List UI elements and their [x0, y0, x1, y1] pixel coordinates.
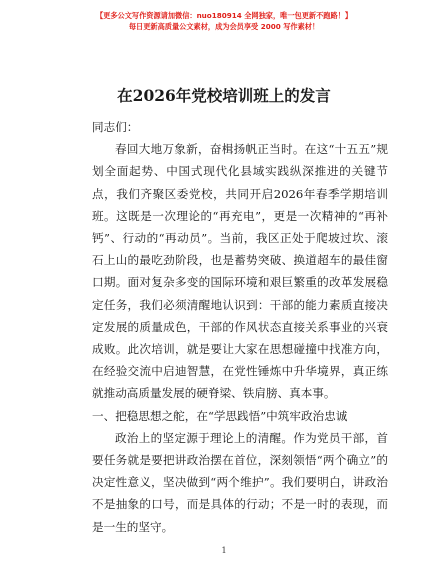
body-paragraph-intro: 春回大地万象新，奋楫扬帆正当时。在这“十五五”规划全面起势、中国式现代化县域实践纵深推进的关键节点，我们齐聚区委党校，共同开启2026年春季学期培训班。这既是一次理论的“再充电”，更是一次精神的“再补钙”、行动的“再动员”。当前，我区正处于爬坡过坎、滚石上山的最吃劲阶段，也是蓄势突破、换道超车的最佳窗口期。面对复杂多变的国际环境和艰巨繁重的改革发展稳定任务，我们必须清醒地认识到：干部的能力素质直接决定发展的质量成色，干部的作风状态直接关系事业的兴衰成败。此次培训，就是要让大家在思想碰撞中找准方向，在经验交流中启迪智慧，在党性锤炼中升华境界，真正练就推动高质量发展的硬脊梁、铁肩膀、真本事。	[92, 142, 388, 401]
promo-banner-line1: 【更多公文写作资源请加微信：nuo180914 全网独家，唯一包更新不跑路！】	[95, 11, 353, 20]
page-number: 1	[221, 546, 227, 555]
document-title: 在2026年党校培训班上的发言	[117, 86, 331, 105]
salutation: 同志们：	[92, 120, 139, 134]
promo-banner-line2: 每日更新高质量公文素材，成为会员享受 2000 写作素材！	[128, 22, 320, 31]
body-paragraph-section1: 政治上的坚定源于理论上的清醒。作为党员干部，首要任务就是要把讲政治摆在首位，深刻领悟“两个确立”的决定性意义，坚决做到“两个维护”。我们要明白，讲政治不是抽象的口号，而是具体的行动；不是一时的表现，而是一生的坚守。	[92, 430, 388, 534]
section-heading-1: 一、把稳思想之舵，在“学思践悟”中筑牢政治忠诚	[92, 408, 348, 423]
document-body	[92, 116, 388, 538]
promo-banner	[0, 10, 448, 32]
